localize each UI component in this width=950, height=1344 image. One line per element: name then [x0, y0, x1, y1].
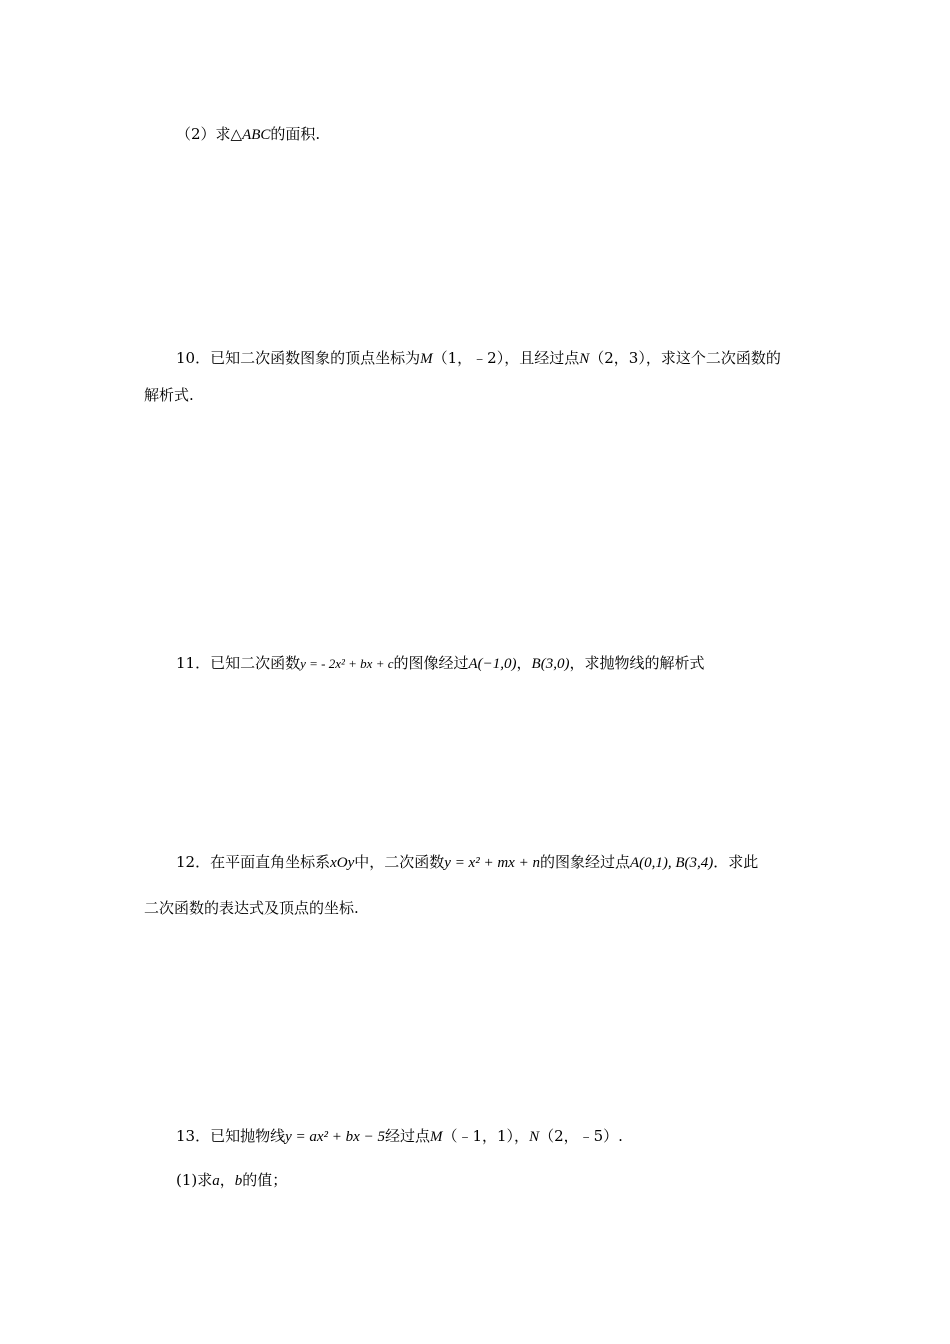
q12-coordinate-system: xOy [330, 855, 355, 871]
triangle-abc: △ABC [230, 127, 271, 143]
q13-number: 13． [176, 1127, 211, 1145]
q10-text-c: 求这个二次函数的 [660, 349, 781, 367]
q12-text-b: 中，二次函数 [354, 853, 445, 871]
q12-text-d: ．求此 [713, 853, 759, 871]
q11-text-c: ，求抛物线的解析式 [569, 654, 705, 672]
q13-var-a: a [212, 1173, 220, 1189]
q10-number: 10． [176, 349, 211, 367]
q13-part1-prefix: (1)求 [176, 1171, 213, 1189]
q13-part1-mid: ， [219, 1171, 235, 1189]
q10-n-coords: （2，3）， [589, 349, 661, 367]
q11-function: y = - 2x² + bx + c [300, 656, 394, 671]
q9-part2-prefix: （2）求 [176, 125, 231, 143]
q11-point-b: B(3,0) [531, 656, 570, 672]
q13-text-b: 经过点 [384, 1127, 430, 1145]
q13-line1 [176, 1126, 623, 1147]
q12-number: 12． [176, 853, 211, 871]
q13-part1-suffix: 的值； [242, 1171, 288, 1189]
q9-part2 [176, 124, 320, 145]
q12-points: A(0,1), B(3,4) [629, 855, 714, 871]
q10-point-n: N [579, 351, 590, 367]
q13-var-b: b [234, 1173, 243, 1189]
q13-part1 [176, 1170, 287, 1191]
q10-line2 [144, 385, 194, 405]
q12-line2-text: 二次函数的表达式及顶点的坐标. [144, 899, 359, 917]
q11-number: 11． [176, 654, 211, 672]
q12-line2 [144, 898, 359, 918]
q12-text-c: 的图象经过点 [539, 853, 630, 871]
q13-n-coords: （2，﹣5）. [539, 1127, 623, 1145]
q12-line1 [176, 852, 758, 873]
q13-m-coords: （﹣1，1）， [442, 1127, 530, 1145]
q10-point-m: M [420, 351, 433, 367]
q13-point-n: N [529, 1129, 540, 1145]
q13-text-a: 已知抛物线 [210, 1127, 286, 1145]
q11-point-a: A(−1,0) [468, 656, 517, 672]
q11-text-a: 已知二次函数 [210, 654, 301, 672]
q10-line1 [176, 348, 781, 369]
q12-function: y = x² + mx + n [444, 855, 540, 871]
q13-point-m: M [429, 1129, 443, 1145]
q11-text-b: 的图像经过 [393, 654, 469, 672]
q9-part2-suffix: 的面积. [270, 125, 321, 143]
q11-separator: ， [516, 654, 532, 672]
q10-text-b: 且经过点 [519, 349, 580, 367]
q13-function: y = ax² + bx − 5 [285, 1129, 385, 1145]
q12-text-a: 在平面直角坐标系 [210, 853, 331, 871]
q10-line2-text: 解析式. [144, 386, 194, 404]
q10-m-coords: （1，﹣2）， [432, 349, 520, 367]
q11-line1 [176, 653, 704, 674]
q10-text-a: 已知二次函数图象的顶点坐标为 [210, 349, 421, 367]
